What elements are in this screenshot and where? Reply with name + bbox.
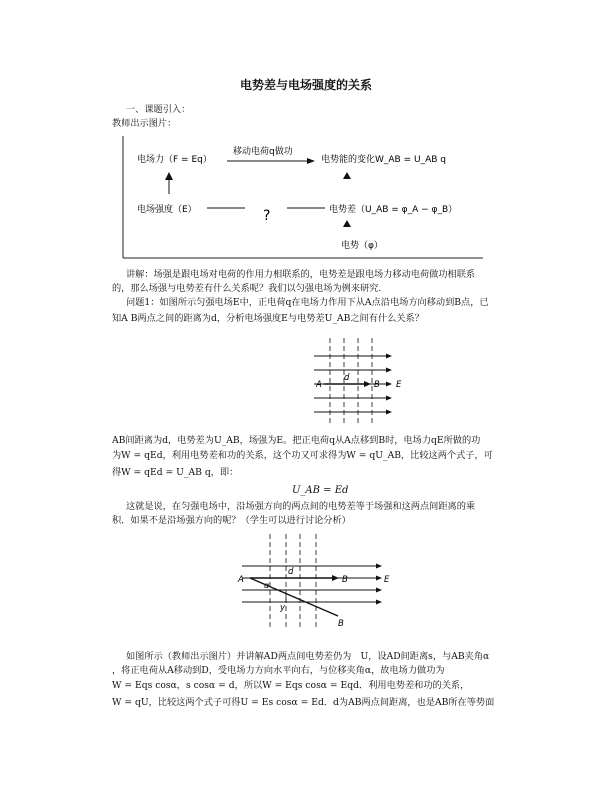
paragraph-line: 这就是说，在匀强电场中，沿场强方向的两点间的电势差等于场强和这两点间距离的乘 [126,501,476,512]
paragraph-line: 得W = qEd = U_AB q，即： [112,467,239,478]
diagram-question-mark: ? [263,208,271,224]
diagram-potential-diff-box: 电势差（U_AB = φ_A − φ_B） [329,205,458,215]
paragraph-line: ，将正电荷从A移动到D，受电场力方向水平向右，与位移夹角α，故电场力做功为 [112,665,445,676]
diagram-up-arrow-right [343,172,351,179]
section-heading: 一、课题引入： [126,104,191,115]
label-a: A [316,380,322,390]
paragraph-line: W = Eqs cosα，s cosα = d，所以W = Eqs cosα = Eqd．利用电势差和功的关系， [112,680,470,691]
diagram-energy-box: 电势能的变化W_AB = U_AB q [321,155,446,165]
label-b-lower: B [338,619,344,629]
label-alpha: α [264,581,270,590]
label-d-2: d [288,567,294,577]
label-e-2: E [384,575,390,585]
diagram-field-box: 电场强度（E） [137,205,197,215]
paragraph-line: 的，那么场强与电势差有什么关系呢？我们以匀强电场为例来研究. [112,283,382,294]
label-b-2: B [342,575,348,585]
diagram-up-arrow-lower [343,220,351,227]
diagram-force-box: 电场力（F = Eq） [137,155,212,165]
figure-q1-labels [300,334,400,430]
label-b: B [374,380,380,390]
paragraph-line: 问题1：如图所示匀强电场E中，正电荷q在电场力作用下从A点沿电场方向移动到B点，已 [126,297,489,308]
paragraph-line: 如图所示（教师出示图片）并讲解AD两点间电势差仍为 U，设AD间距离s，与AB夹角α [126,651,490,662]
formula-u-ab-ed: U_AB = Ed [292,485,349,496]
label-y: y [280,603,286,613]
paragraph-line: W = qU，比较这两个式子可得U = Es cosα = Ed．d为AB两点间距离，也是AB所在等势面 [112,697,495,708]
intro-line: 教师出示图片： [112,118,177,129]
diagram-arrow-label: 移动电荷q做功 [233,147,293,157]
label-e: E [396,380,402,390]
label-d: d [344,373,350,383]
figure-q1-e-label [394,376,410,392]
diagram-potential-box: 电势（φ） [341,241,383,251]
paragraph-line: 知A B两点之间的距离为d，分析电场强度E与电势差U_AB之间有什么关系？ [112,313,424,324]
paragraph-line: 讲解：场强是跟电场对电荷的作用力相联系的，电势差是跟电场力移动电荷做功相联系 [126,269,476,280]
figure-q2-labels [234,530,394,634]
paragraph-line: 积．如果不是沿场强方向的呢？（学生可以进行讨论分析） [112,515,351,526]
diagram-arrowhead [307,158,315,164]
diagram-up-arrow-left [165,172,173,180]
paragraph-line: AB间距离为d，电势差为U_AB，场强为E。把正电荷q从A点移到B时，电场力qE所做的功 [112,435,481,446]
page-title: 电势差与电场强度的关系 [239,78,372,92]
label-a-2: A [238,575,244,585]
concept-diagram [115,132,485,262]
paragraph-line: 为W = qEd，利用电势差和功的关系，这个功又可求得为W = qU_AB，比较这两个式子，可 [112,450,493,461]
